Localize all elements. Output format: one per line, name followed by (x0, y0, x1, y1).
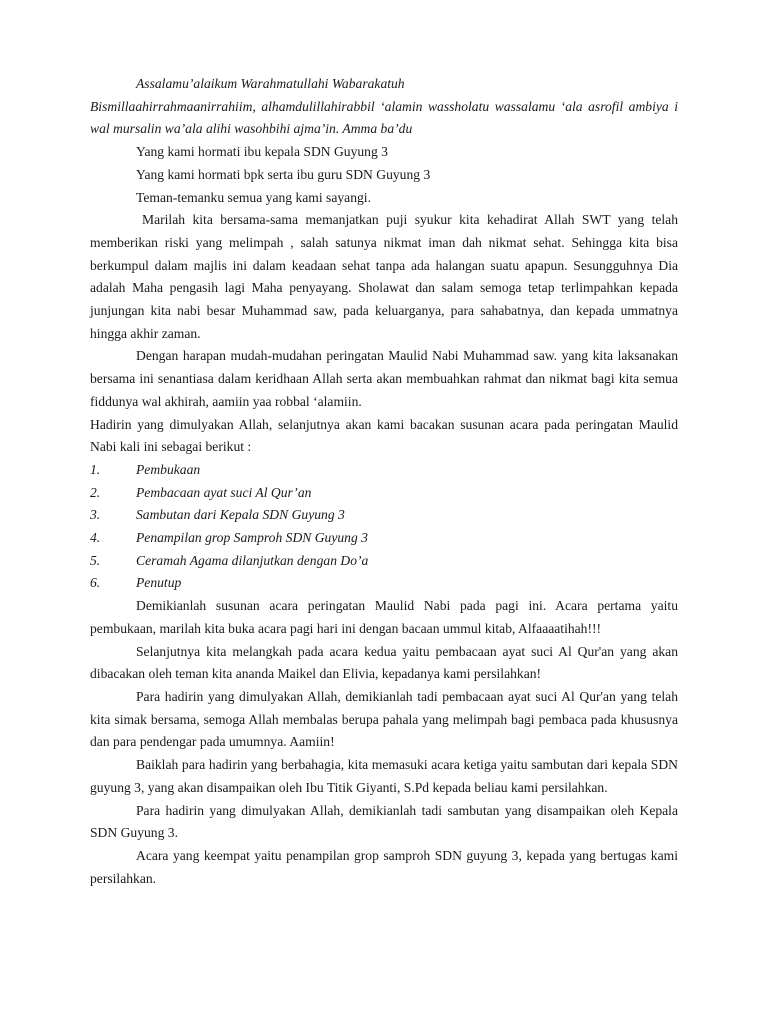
agenda-item (90, 527, 678, 550)
agenda-item (90, 550, 678, 573)
paragraph-syukur: Marilah kita bersama-sama memanjatkan puji syukur kita kehadirat Allah SWT yang telah memberikan riski yang melimpah , salah satunya nikmat iman dah nikmat sehat. Sehingga kita bisa berkumpul dalam majlis ini dalam keadaan sehat tanpa ada halangan suatu apapun. Sesungguhnya Dia adalah Maha pengasih lagi Maha penyayang. Sholawat dan salam semoga tetap terlimpahkan kepada junjungan kita nabi besar Muhammad saw, pada keluarganya, para sahabatnya, dan kepada ummatnya hingga akhir zaman. (90, 212, 678, 341)
addressee-line: Teman-temanku semua yang kami sayangi. (136, 189, 371, 205)
agenda-item-text: Pembacaan ayat suci Al Qur’an (136, 484, 312, 500)
paragraph-closing: Demikianlah susunan acara peringatan Maulid Nabi pada pagi ini. Acara pertama yaitu pembukaan, marilah kita buka acara pagi hari ini dengan bacaan ummul kitab, Alfaaaatihah!!! (90, 598, 678, 636)
salam-line: Assalamu’alaikum Warahmatullahi Wabarakatuh (136, 76, 405, 91)
agenda-item-number: 5. (90, 552, 101, 568)
agenda-item-text: Pembukaan (136, 461, 201, 477)
paragraph-closing: Acara yang keempat yaitu penampilan grop samproh SDN guyung 3, kepada yang bertugas kami persilahkan. (90, 847, 678, 886)
agenda-item (90, 504, 678, 527)
agenda-item-number: 2. (90, 484, 101, 500)
paragraph-susunan-intro: Hadirin yang dimulyakan Allah, selanjutnya akan kami bacakan susunan acara pada peringatan Maulid Nabi kali ini sebagai berikut : (90, 416, 678, 455)
paragraph-closing: Selanjutnya kita melangkah pada acara kedua yaitu pembacaan ayat suci Al Qur'an yang akan dibacakan oleh teman kita ananda Maikel dan Elivia, kepadanya kami persilahkan! (90, 643, 678, 682)
paragraph-closing: Baiklah para hadirin yang berbahagia, kita memasuki acara ketiga yaitu sambutan dari kepala SDN guyung 3, yang akan disampaikan oleh Ibu Titik Giyanti, S.Pd kepada beliau kami persilahkan. (90, 757, 678, 795)
opening-line: Bismillaahirrahmaanirrahiim, alhamdulillahirabbil ‘alamin wassholatu wassalamu ‘ala asrofil ambiya i wal mursalin wa’ala alihi wasohbihi ajma’in. Amma ba’du (90, 98, 678, 137)
agenda-item-number: 6. (90, 575, 101, 591)
paragraph-harapan: Dengan harapan mudah-mudahan peringatan Maulid Nabi Muhammad saw. yang kita laksanakan bersama ini senantiasa dalam keridhaan Allah serta akan membuahkan rahmat dan nikmat bagi kita semua fiddunya wal akhirah, aamiin yaa robbal ‘alamiin. (90, 348, 678, 409)
agenda-item-number: 3. (90, 507, 101, 523)
agenda-item (90, 459, 678, 482)
agenda-item-number: 4. (90, 530, 101, 546)
agenda-item-text: Penutup (136, 575, 182, 591)
paragraph-closing: Para hadirin yang dimulyakan Allah, demikianlah tadi pembacaan ayat suci Al Qur'an yang telah kita simak bersama, semoga Allah membalas berupa pahala yang melimpah bagi pembaca pada khususnya dan para pendengar pada umumnya. Aamiin! (90, 688, 678, 750)
agenda-item (90, 482, 678, 505)
agenda-item-text: Ceramah Agama dilanjutkan dengan Do’a (136, 552, 369, 568)
paragraph-closing: Para hadirin yang dimulyakan Allah, demikianlah tadi sambutan yang disampaikan oleh Kepala SDN Guyung 3. (90, 802, 678, 841)
document-page (90, 73, 678, 890)
addressee-line: Yang kami hormati ibu kepala SDN Guyung 3 (136, 144, 388, 160)
agenda-item (90, 572, 678, 595)
agenda-list (90, 459, 678, 595)
addressee-line: Yang kami hormati bpk serta ibu guru SDN Guyung 3 (136, 166, 431, 182)
agenda-item-text: Penampilan grop Samproh SDN Guyung 3 (136, 530, 368, 546)
agenda-item-text: Sambutan dari Kepala SDN Guyung 3 (136, 507, 345, 523)
agenda-item-number: 1. (90, 461, 101, 477)
